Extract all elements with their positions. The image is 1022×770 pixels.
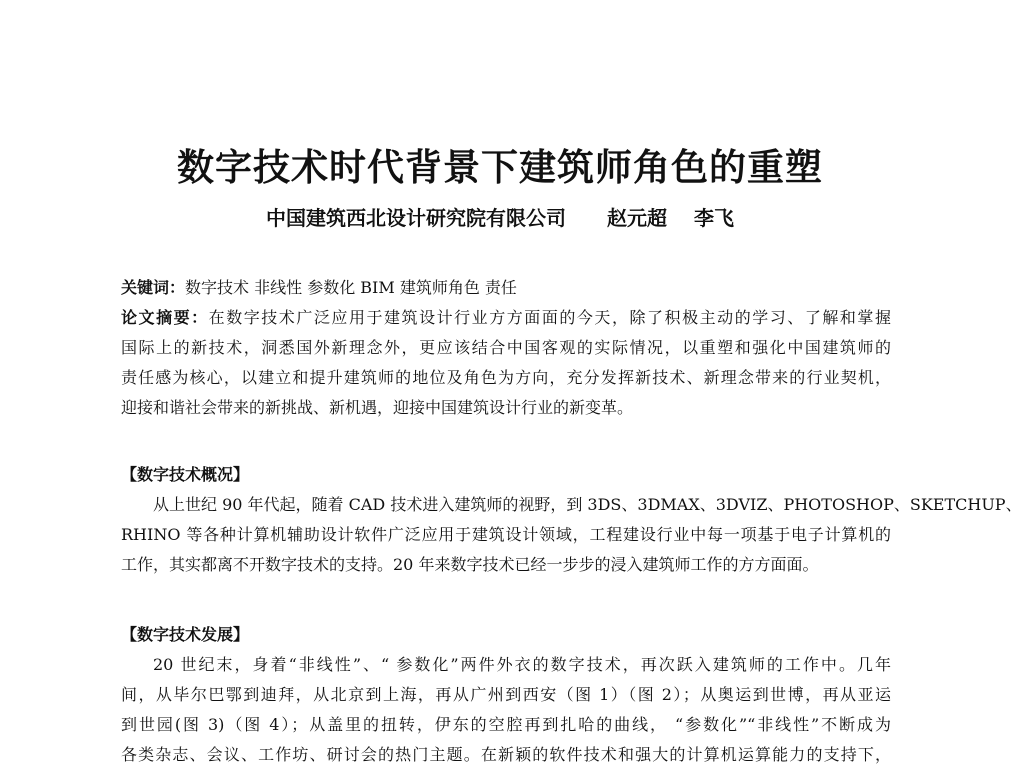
- author-organization: 中国建筑西北设计研究院有限公司: [266, 206, 567, 230]
- abstract-line: 责任感为核心，以建立和提升建筑师的地位及角色为方向，充分发挥新技术、新理念带来的行业契机，: [121, 368, 891, 387]
- paragraph-line: RHINO 等各种计算机辅助设计软件广泛应用于建筑设计领域，工程建设行业中每一项基于电子计算机的: [121, 525, 891, 544]
- author-name: 赵元超: [607, 206, 667, 230]
- section-heading: 【数字技术概况】: [121, 465, 250, 484]
- keywords-line: [121, 273, 891, 303]
- abstract-line: 迎接和谐社会带来的新挑战、新机遇，迎接中国建筑设计行业的新变革。: [121, 398, 634, 417]
- paragraph-line: 20 世纪末，身着“非线性”、“ 参数化”两件外衣的数字技术，再次跃入建筑师的工作中。几年: [153, 655, 891, 674]
- paragraph-line: 各类杂志、会议、工作坊、研讨会的热门主题。在新颖的软件技术和强大的计算机运算能力的支持下，: [121, 745, 891, 764]
- paragraph-line: 工作，其实都离不开数字技术的支持。20 年来数字技术已经一步步的浸入建筑师工作的方方面面。: [121, 555, 819, 574]
- keywords-abstract-block: [121, 273, 891, 423]
- paragraph-line: 到世园(图 3)（图 4）；从盖里的扭转，伊东的空腔再到扎哈的曲线， “参数化”“非线性”不断成为: [121, 715, 891, 734]
- author-name: 李飞: [693, 206, 734, 230]
- abstract-line: 国际上的新技术，洞悉国外新理念外，更应该结合中国客观的实际情况，以重塑和强化中国建筑师的: [121, 338, 891, 357]
- section-heading: 【数字技术发展】: [121, 625, 250, 644]
- abstract-text: 在数字技术广泛应用于建筑设计行业方方面面的今天，除了积极主动的学习、了解和掌握: [208, 308, 891, 327]
- keywords-label: 关键词：: [121, 278, 186, 297]
- keywords-text: 数字技术 非线性 参数化 BIM 建筑师角色 责任: [185, 278, 517, 297]
- section-development: [121, 620, 891, 770]
- abstract-label: 论文摘要：: [121, 308, 209, 327]
- paragraph-line: 从上世纪 90 年代起，随着 CAD 技术进入建筑师的视野，到 3DS、3DMAX、3DVIZ、PHOTOSHOP、SKETCHUP、: [153, 495, 1022, 514]
- paragraph-line: 间，从毕尔巴鄂到迪拜，从北京到上海，再从广州到西安（图 1）（图 2）；从奥运到世博，再从亚运: [121, 685, 891, 704]
- section-overview: [121, 460, 1022, 580]
- abstract-line: [121, 303, 891, 333]
- author-line: [0, 203, 1000, 233]
- paper-title: 数字技术时代背景下建筑师角色的重塑: [177, 146, 823, 189]
